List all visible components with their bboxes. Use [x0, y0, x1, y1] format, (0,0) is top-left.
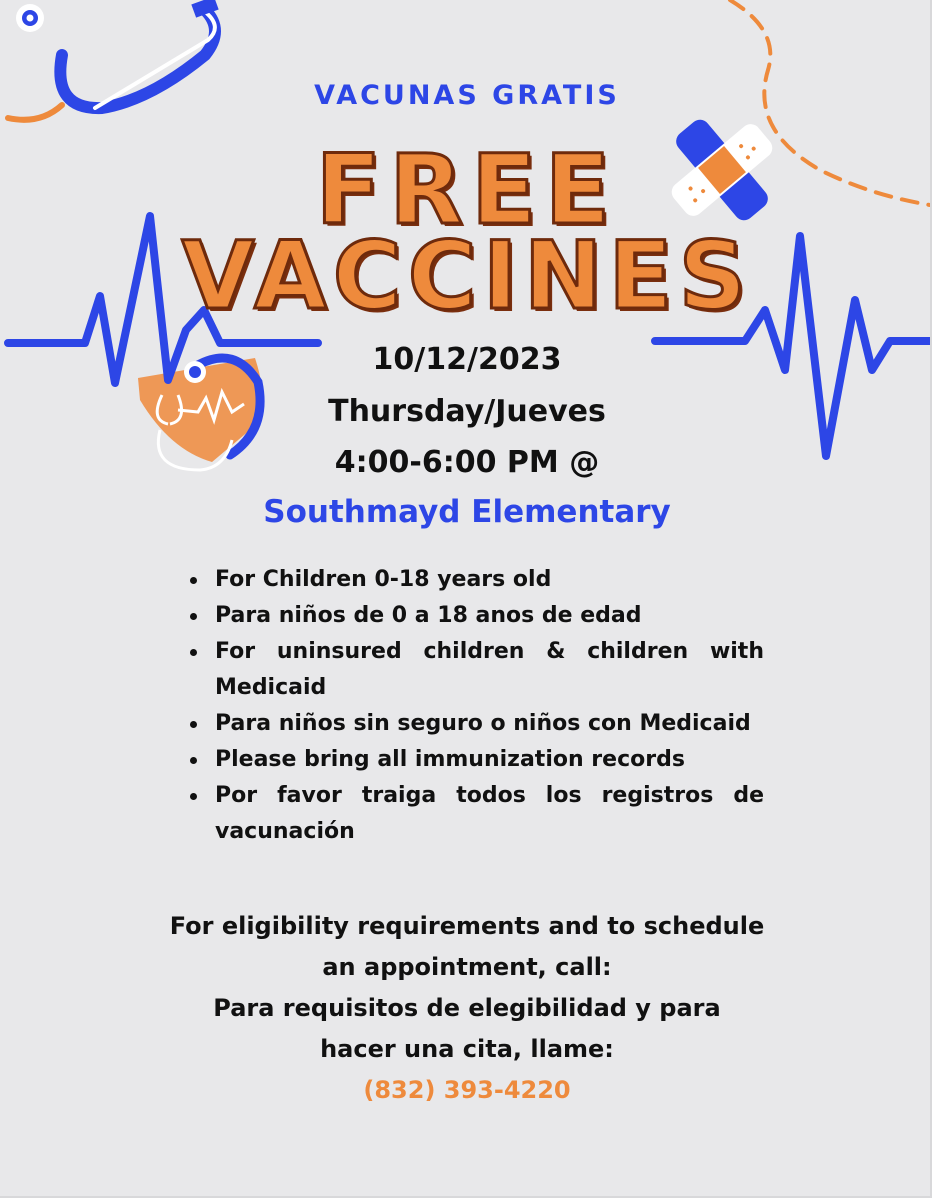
headline-vaccines: VACCINES [181, 222, 753, 331]
list-item: For uninsured children & children with Medicaid [190, 634, 764, 706]
event-day: Thursday/Jueves [328, 394, 606, 429]
phone-number[interactable]: (832) 393-4220 [363, 1076, 571, 1104]
list-item: Para niños sin seguro o niños con Medicaid [190, 706, 764, 742]
eligibility-list [190, 562, 764, 850]
contact-line: an appointment, call: [322, 953, 612, 981]
contact-line: hacer una cita, llame: [320, 1035, 614, 1063]
headline-free: FREE [315, 134, 619, 246]
event-location: Southmayd Elementary [263, 494, 671, 530]
list-item: Please bring all immunization records [190, 742, 764, 778]
contact-line: Para requisitos de elegibilidad y para [213, 994, 721, 1022]
list-item: Para niños de 0 a 18 anos de edad [190, 598, 764, 634]
contact-section [0, 906, 932, 1111]
event-date: 10/12/2023 [372, 342, 562, 377]
list-item: Por favor traiga todos los registros de vacunación [190, 778, 764, 850]
list-item: For Children 0-18 years old [190, 562, 764, 598]
subtitle: VACUNAS GRATIS [314, 80, 620, 111]
event-time: 4:00-6:00 PM @ [334, 445, 600, 480]
contact-line: For eligibility requirements and to schedule [169, 912, 765, 940]
